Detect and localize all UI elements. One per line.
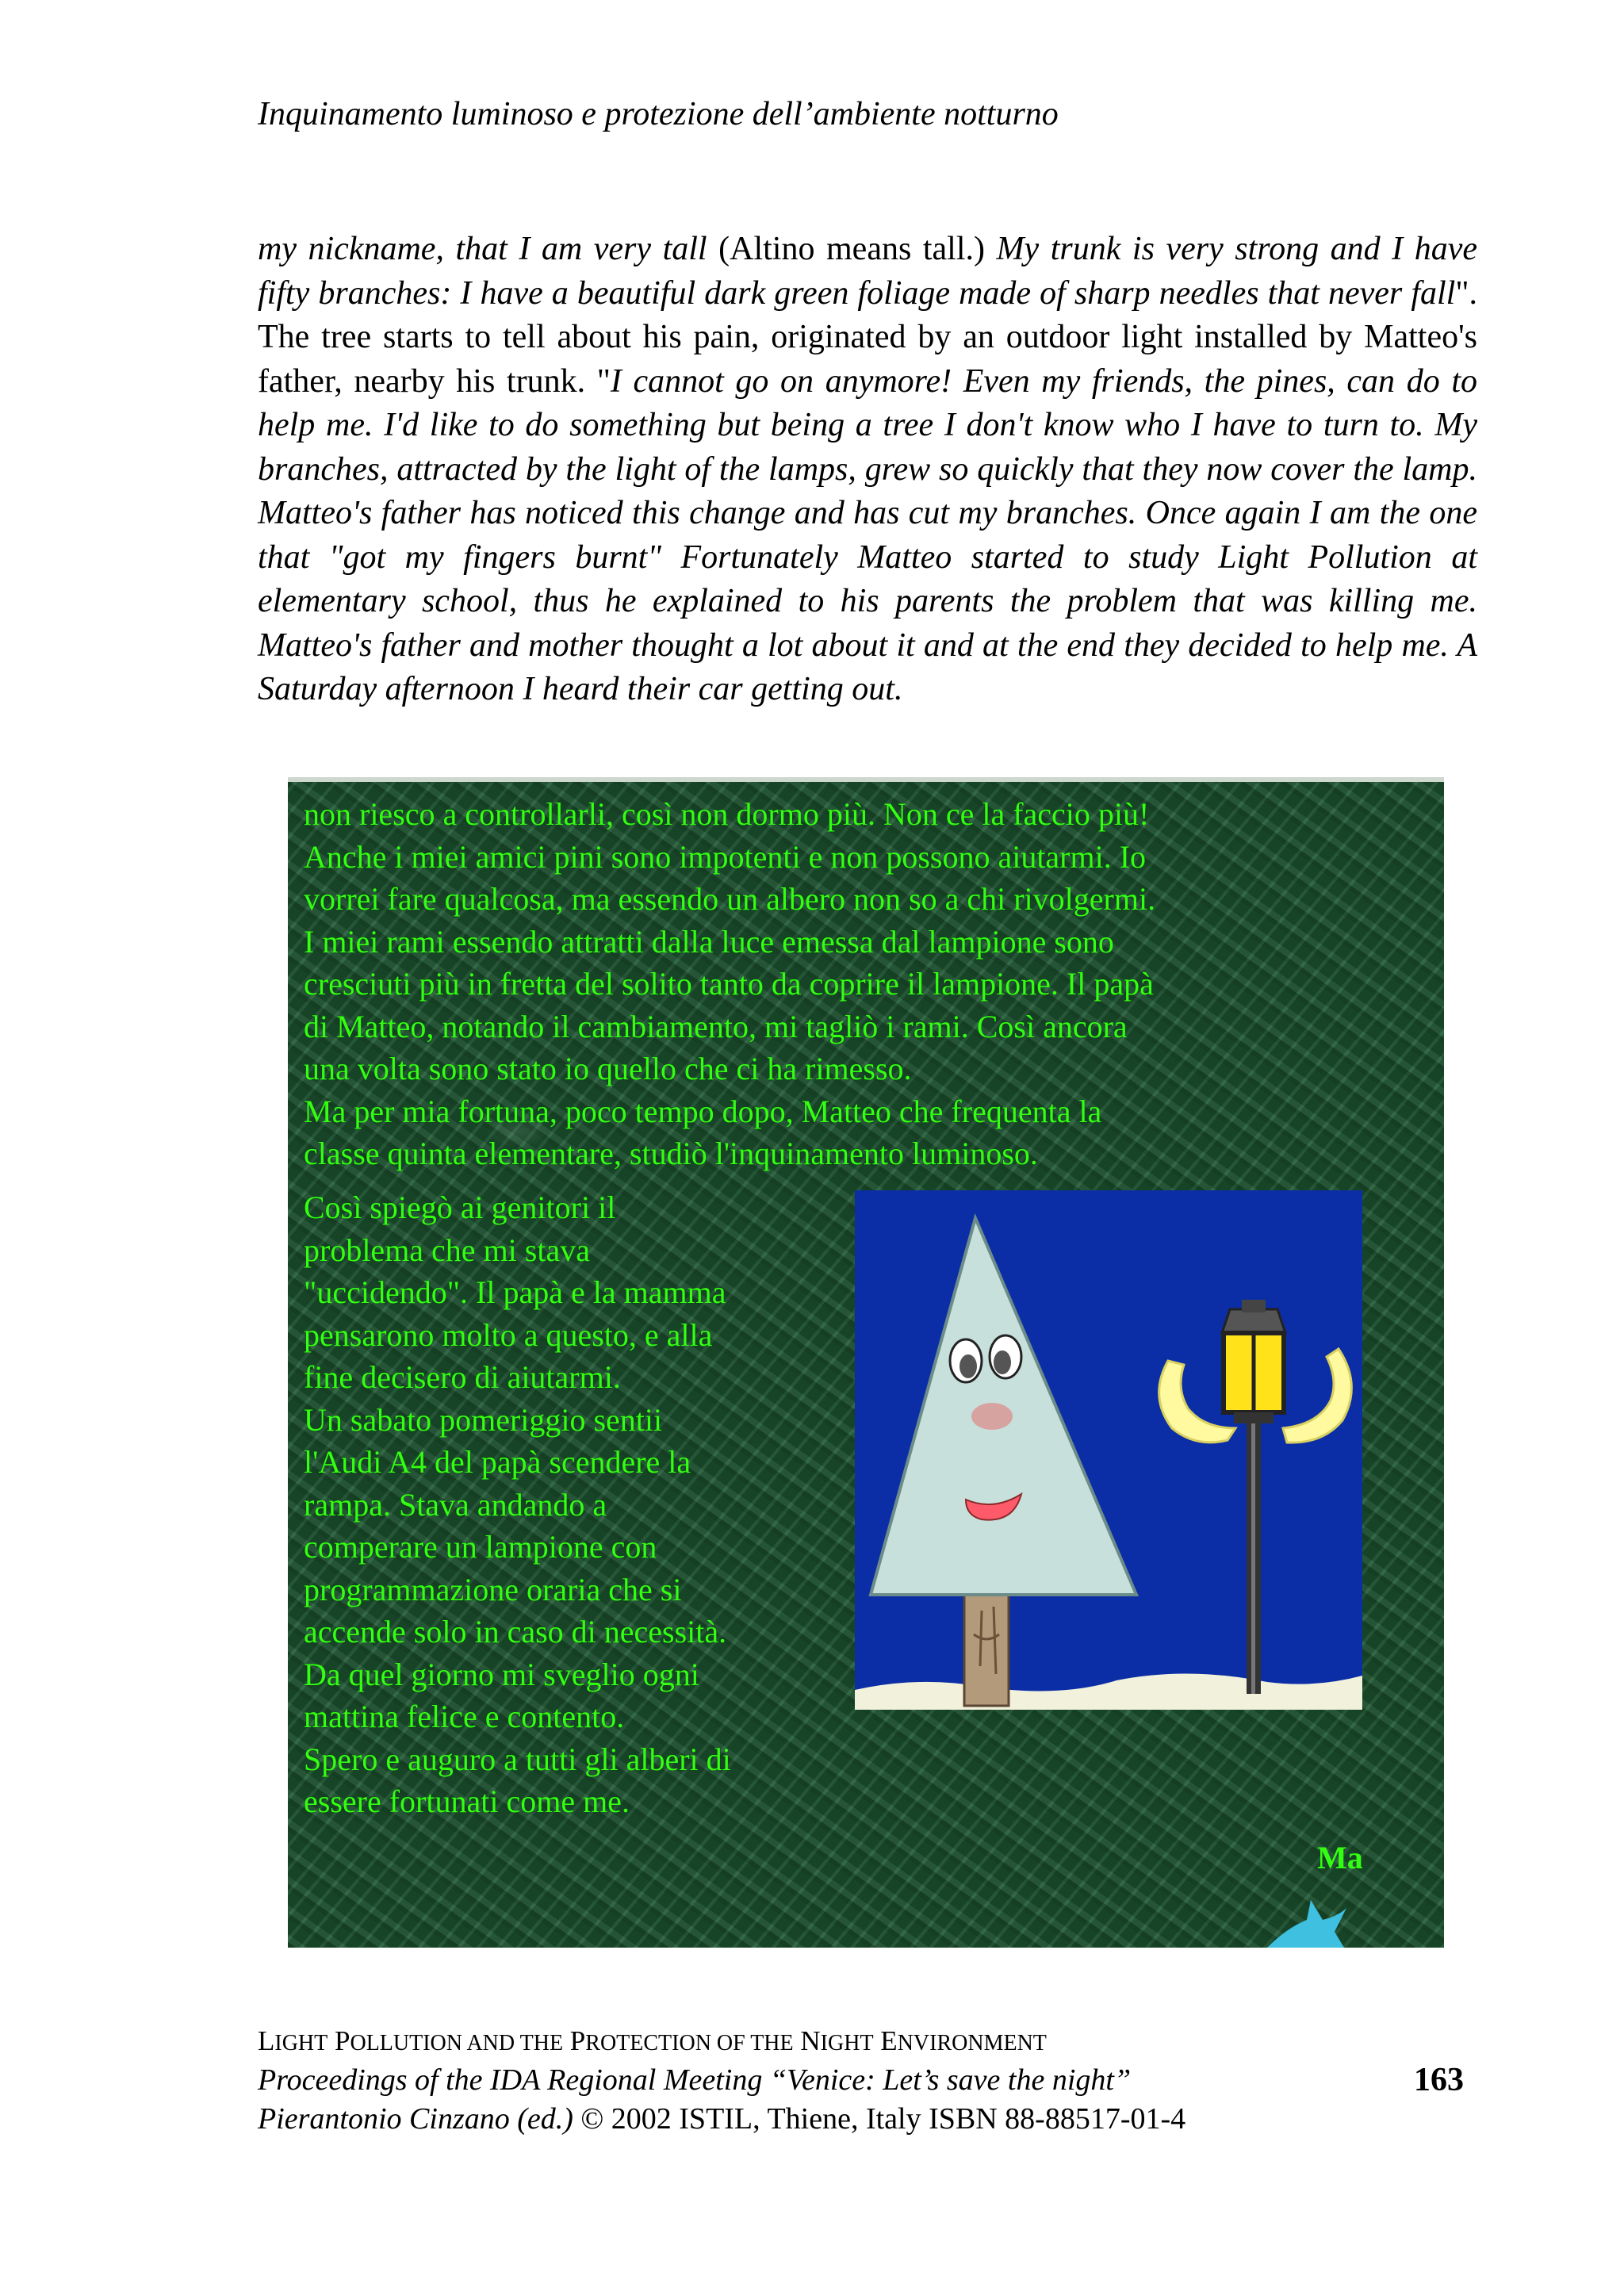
figure-text-left bbox=[304, 1186, 827, 1823]
series-title bbox=[258, 2025, 1047, 2060]
series-smallcaps: IGHT bbox=[820, 2031, 874, 2055]
body-roman-1: (Altino means tall.) bbox=[707, 231, 997, 267]
figure-line: Così spiegò ai genitori il bbox=[304, 1190, 616, 1225]
series-smallcaps: ROTECTION OF THE bbox=[585, 2031, 794, 2055]
body-roman-2: ". The tree starts to tell about his pain, originated by an outdoor light installed by Matteo's father, nearby his trunk. " bbox=[258, 274, 1477, 400]
editor-line bbox=[258, 2101, 1185, 2137]
figure-line: I miei rami essendo attratti dalla luce emessa dal lampione sono bbox=[304, 923, 1114, 960]
figure-line: Anche i miei amici pini sono impotenti e non possono aiutarmi. Io bbox=[304, 838, 1147, 875]
illustration-figure bbox=[288, 777, 1444, 1948]
figure-line: vorrei fare qualcosa, ma essendo un albero non so a chi rivolgermi. bbox=[304, 881, 1156, 917]
series-letter: P bbox=[335, 2025, 350, 2056]
body-paragraph bbox=[258, 228, 1477, 712]
figure-line: comperare un lampione con bbox=[304, 1529, 657, 1565]
body-italic-1: my nickname, that I am very tall bbox=[258, 231, 707, 267]
figure-line: problema che mi stava bbox=[304, 1232, 590, 1268]
series-smallcaps: OLLUTION AND THE bbox=[350, 2031, 564, 2055]
proceedings-title: Proceedings of the IDA Regional Meeting “Venice: Let’s save the night” bbox=[258, 2063, 1132, 2097]
blue-star-icon bbox=[1263, 1892, 1350, 1948]
figure-line: non riesco a controllarli, così non dormo più. Non ce la faccio più! bbox=[304, 796, 1150, 832]
body-italic-2: My trunk is very strong and I have fifty branches: I have a beautiful dark green foliage made of sharp needles that never fall bbox=[258, 231, 1477, 312]
figure-line: Un sabato pomeriggio sentii bbox=[304, 1401, 663, 1438]
artist-signature: Ma bbox=[1317, 1840, 1363, 1875]
figure-line: essere fortunati come me. bbox=[304, 1783, 630, 1819]
series-letter: P bbox=[569, 2025, 586, 2056]
figure-line: Spero e auguro a tutti gli alberi di bbox=[304, 1741, 731, 1777]
figure-line: classe quinta elementare, studiò l'inquinamento luminoso. bbox=[304, 1136, 1038, 1171]
figure-line: accende solo in caso di necessità. bbox=[304, 1614, 727, 1649]
figure-line: cresciuti più in fretta del solito tanto da coprire il lampione. Il papà bbox=[304, 966, 1154, 1002]
copyright-isbn: © 2002 ISTIL, Thiene, Italy ISBN 88-88517-01-4 bbox=[573, 2102, 1186, 2136]
series-letter: L bbox=[258, 2025, 275, 2056]
figure-line: rampa. Stava andando a bbox=[304, 1486, 607, 1523]
figure-line: Ma per mia fortuna, poco tempo dopo, Matteo che frequenta la bbox=[304, 1093, 1102, 1129]
figure-line: pensarono molto a questo, e alla bbox=[304, 1316, 713, 1353]
figure-line: "uccidendo". Il papà e la mamma bbox=[304, 1274, 726, 1310]
series-smallcaps: IGHT bbox=[274, 2031, 328, 2055]
figure-line: di Matteo, notando il cambiamento, mi tagliò i rami. Così ancora bbox=[304, 1008, 1128, 1044]
page-number: 163 bbox=[1414, 2062, 1464, 2098]
tree-and-lamp-drawing bbox=[855, 1190, 1362, 1710]
figure-line: l'Audi A4 del papà scendere la bbox=[304, 1444, 691, 1480]
body-italic-3: I cannot go on anymore! Even my friends, the pines, can do to help me. I'd like to do something but being a tree I don't know who I have to turn to. My branches, attracted by the light of the lamps, grew so quickly that they now cover the lamp. Matteo's father has noticed this change and has cut my branches. Once again I am the one that "got my fingers burnt" Fortunately Matteo started to study Light Pollution at elementary school, thus he explained to his parents the problem that was killing me. Matteo's father and mother thought a lot about it and at the end they decided to help me. A Saturday afternoon I heard their car getting out. bbox=[258, 362, 1477, 707]
series-smallcaps: NVIRONMENT bbox=[897, 2031, 1047, 2055]
figure-line: una volta sono stato io quello che ci ha rimesso. bbox=[304, 1051, 912, 1086]
figure-line: mattina felice e contento. bbox=[304, 1699, 625, 1734]
running-header: Inquinamento luminoso e protezione dell’ambiente notturno bbox=[258, 96, 1059, 132]
proceedings-line bbox=[258, 2062, 1131, 2098]
series-letter: N bbox=[800, 2025, 821, 2056]
figure-text-top bbox=[304, 793, 1430, 1175]
figure-line: programmazione oraria che si bbox=[304, 1571, 682, 1607]
editor-name: Pierantonio Cinzano (ed.) bbox=[258, 2102, 573, 2136]
figure-line: Da quel giorno mi sveglio ogni bbox=[304, 1656, 699, 1692]
series-letter: E bbox=[880, 2025, 898, 2056]
figure-line: fine decisero di aiutarmi. bbox=[304, 1359, 621, 1395]
